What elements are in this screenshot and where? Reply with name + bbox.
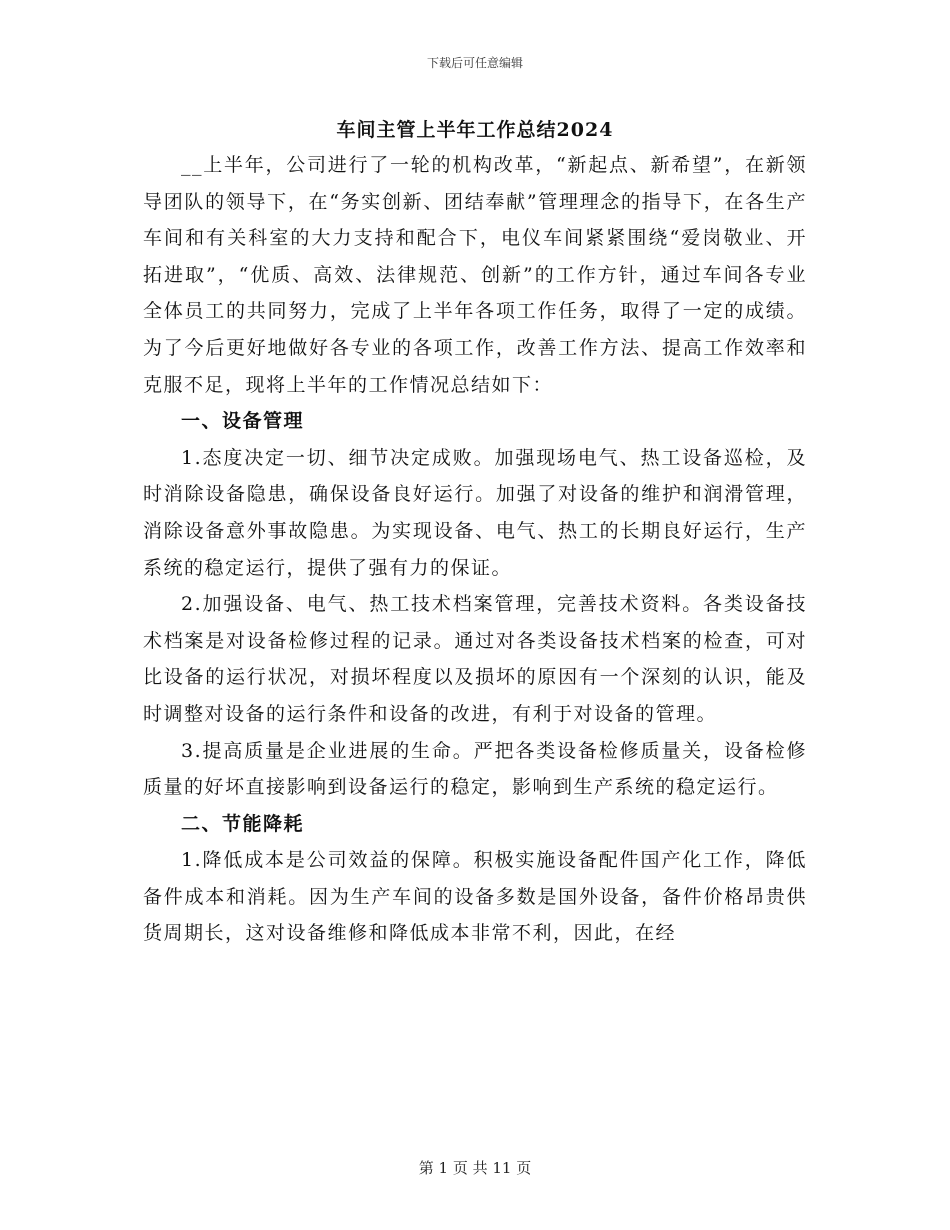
page-number: 第 1 页 共 11 页 bbox=[418, 1159, 532, 1177]
document-title: 车间主管上半年工作总结2024 bbox=[336, 119, 614, 141]
section-2-paragraph-1: 1.降低成本是公司效益的保障。积极实施设备配件国产化工作，降低备件成本和消耗。因为生产车间的设备多数是国外设备，备件价格昂贵供货周期长，这对设备维修和降低成本非常不利，因此，在经 bbox=[143, 849, 807, 945]
intro-paragraph: __上半年，公司进行了一轮的机构改革，“新起点、新希望”，在新领导团队的领导下，在“务实创新、团结奉献”管理理念的指导下，在各生产车间和有关科室的大力支持和配合下，电仪车间紧紧围绕“爱岗敬业、开拓进取”，“优质、高效、法律规范、创新”的工作方针，通过车间各专业全体员工的共同努力，完成了上半年各项工作任务，取得了一定的成绩。为了今后更好地做好各专业的各项工作，改善工作方法、提高工作效率和克服不足，现将上半年的工作情况总结如下： bbox=[143, 154, 807, 396]
document-body bbox=[143, 147, 807, 952]
section-heading-equipment: 一、设备管理 bbox=[181, 410, 305, 433]
header-note: 下载后可任意编辑 bbox=[426, 56, 523, 70]
section-1-paragraph-1: 1.态度决定一切、细节决定成败。加强现场电气、热工设备巡检，及时消除设备隐患，确保设备良好运行。加强了对设备的维护和润滑管理，消除设备意外事故隐患。为实现设备、电气、热工的长期良好运行，生产系统的稳定运行，提供了强有力的保证。 bbox=[143, 446, 807, 579]
section-1-paragraph-3: 3.提高质量是企业进展的生命。严把各类设备检修质量关，设备检修质量的好坏直接影响到设备运行的稳定，影响到生产系统的稳定运行。 bbox=[143, 739, 807, 799]
section-1-paragraph-2: 2.加强设备、电气、热工技术档案管理，完善技术资料。各类设备技术档案是对设备检修过程的记录。通过对各类设备技术档案的检查，可对比设备的运行状况，对损坏程度以及损坏的原因有一个深刻的认识，能及时调整对设备的运行条件和设备的改进，有利于对设备的管理。 bbox=[143, 593, 807, 725]
section-heading-energy: 二、节能降耗 bbox=[181, 812, 305, 835]
